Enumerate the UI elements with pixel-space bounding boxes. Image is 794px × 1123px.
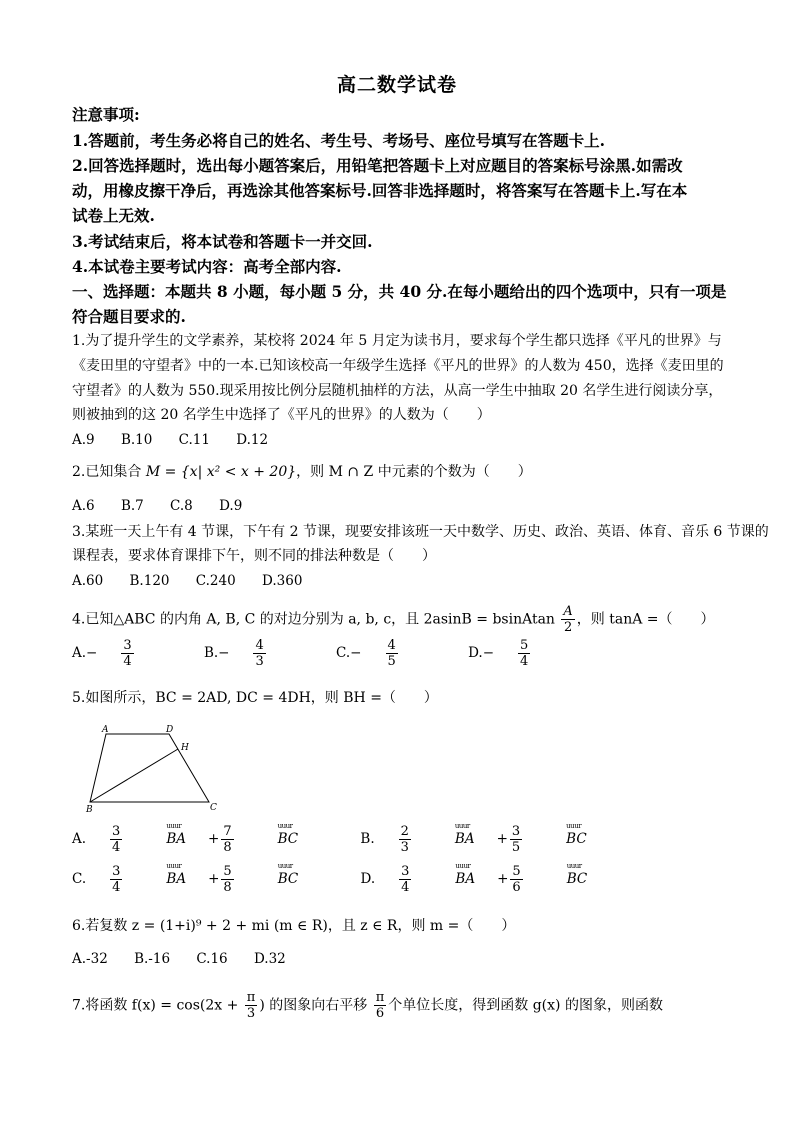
q6-options	[72, 951, 308, 967]
q2-prefix: 2.已知集合	[72, 464, 142, 480]
q1-option-a[interactable]: A.9	[72, 432, 95, 448]
q4-fraction: $\frac{A}{2}$	[563, 604, 573, 635]
label-b: B	[86, 805, 93, 814]
q4-option-a[interactable]: A.− $\frac{3}{4}$	[72, 638, 132, 669]
q6-option-a[interactable]: A.-32	[72, 951, 108, 967]
segment-bh	[90, 749, 178, 802]
q6-option-c[interactable]: C.16	[196, 951, 228, 967]
q1-line: 守望者》的人数为 550.现采用按比例分层随机抽样的方法，从高一学生中抽取 20 名学生进行阅读分享，	[72, 383, 723, 399]
q7-fraction-pi-6: $\frac{\pi}{6}$	[375, 990, 385, 1021]
q2-set: M = {x| x² < x + 20}	[145, 464, 297, 480]
notice-item: 4.本试卷主要考试内容：高考全部内容.	[72, 257, 342, 276]
q6-option-d[interactable]: D.32	[253, 951, 286, 967]
q3-options	[72, 573, 324, 589]
q3-option-b[interactable]: B.120	[129, 573, 170, 589]
notice-item: 3.考试结束后，将本试卷和答题卡一并交回.	[72, 232, 373, 251]
q5-options-row1	[72, 824, 631, 855]
q4-stem	[72, 604, 715, 635]
q2-option-d[interactable]: D.9	[219, 498, 243, 514]
q6-option-b[interactable]: B.-16	[134, 951, 171, 967]
q7-fraction-pi-3: $\frac{\pi}{3}$	[246, 990, 256, 1021]
q1-option-d[interactable]: D.12	[236, 432, 269, 448]
notice-heading: 注意事项:	[72, 105, 140, 124]
q5-options-row2	[72, 864, 631, 895]
q1-line: 则被抽到的这 20 名学生中选择了《平凡的世界》的人数为（ ）	[72, 407, 491, 423]
q2-options	[72, 498, 264, 514]
q3-option-d[interactable]: D.360	[262, 573, 303, 589]
label-h: H	[181, 743, 189, 753]
label-a: A	[102, 725, 109, 735]
q3-option-c[interactable]: C.240	[195, 573, 236, 589]
q4-options	[72, 638, 596, 669]
label-d: D	[166, 725, 174, 735]
q1-line: 1.为了提升学生的文学素养，某校将 2024 年 5 月定为读书月，要求每个学生都只选择《平凡的世界》与	[72, 333, 722, 349]
q4-option-b[interactable]: B.− $\frac{4}{3}$	[203, 638, 264, 669]
q5-option-b[interactable]: B. $\frac{2}{3}$ uuur BA + $\frac{3}{5}$ uuur BC	[360, 831, 608, 847]
q3-line: 课程表，要求体育课排下午，则不同的排法种数是（ ）	[72, 548, 436, 564]
notice-item: 1.答题前，考生务必将自己的姓名、考生号、考场号、座位号填写在答题卡上.	[72, 131, 606, 150]
q3-line: 3.某班一天上午有 4 节课，下午有 2 节课，现要安排该班一天中数学、历史、政治、英语、体育、音乐 6 节课的	[72, 524, 769, 540]
q1-option-b[interactable]: B.10	[120, 432, 153, 448]
section-heading-cont: 符合题目要求的.	[72, 307, 186, 326]
q4-option-c[interactable]: C.− $\frac{4}{5}$	[336, 638, 396, 669]
q3-option-a[interactable]: A.60	[72, 573, 104, 589]
notice-item: 2.回答选择题时，选出每小题答案后，用铅笔把答题卡上对应题目的答案标号涂黑.如需改	[72, 156, 683, 175]
q1-line: 《麦田里的守望者》中的一本.已知该校高一年级学生选择《平凡的世界》的人数为 450，选择《麦田里的	[72, 358, 724, 374]
q2-suffix: ，则 M ∩ Z 中元素的个数为（ ）	[296, 464, 532, 480]
q7-mid: ) 的图象向右平移	[259, 997, 368, 1014]
notice-item: 试卷上无效.	[72, 206, 155, 225]
trapezoid-figure	[84, 724, 224, 814]
q4-prefix: 4.已知△ABC 的内角 A, B, C 的对边分别为 a, b, c，且 2asinB = bsinAtan	[72, 611, 555, 628]
q4-option-d[interactable]: D.− $\frac{5}{4}$	[468, 638, 529, 669]
q2-stem	[72, 462, 532, 482]
q6-stem: 6.若复数 z = (1+i)⁹ + 2 + mi (m ∈ R)，且 z ∈ R，则 m =（ ）	[72, 918, 516, 934]
label-c: C	[210, 803, 217, 813]
q2-option-a[interactable]: A.6	[72, 498, 95, 514]
q5-option-a[interactable]: A. $\frac{3}{4}$ uuur BA + $\frac{7}{8}$ uuur BC	[72, 831, 320, 847]
q5-stem: 5.如图所示，BC = 2AD, DC = 4DH，则 BH =（ ）	[72, 690, 438, 706]
section-heading: 一、选择题：本题共 8 小题，每小题 5 分，共 40 分.在每小题给出的四个选项中，只有一项是	[72, 282, 727, 301]
q5-option-c[interactable]: C. $\frac{3}{4}$ uuur BA + $\frac{5}{8}$ uuur BC	[72, 871, 320, 887]
q5-option-d[interactable]: D. $\frac{3}{4}$ uuur BA + $\frac{5}{6}$ uuur BC	[361, 871, 610, 887]
q7-suffix: 个单位长度，得到函数 g(x) 的图象，则函数	[388, 997, 663, 1014]
page-title: 高二数学试卷	[336, 74, 457, 96]
q7-prefix: 7.将函数 f(x) = cos(2x +	[72, 997, 239, 1014]
q7-stem	[72, 990, 663, 1021]
q2-option-b[interactable]: B.7	[120, 498, 144, 514]
q1-option-c[interactable]: C.11	[178, 432, 210, 448]
q4-suffix: ，则 tanA =（ ）	[576, 611, 715, 628]
q2-option-c[interactable]: C.8	[170, 498, 193, 514]
notice-item: 动，用橡皮擦干净后，再选涂其他答案标号.回答非选择题时，将答案写在答题卡上.写在本	[72, 181, 688, 200]
q1-options	[72, 432, 290, 448]
